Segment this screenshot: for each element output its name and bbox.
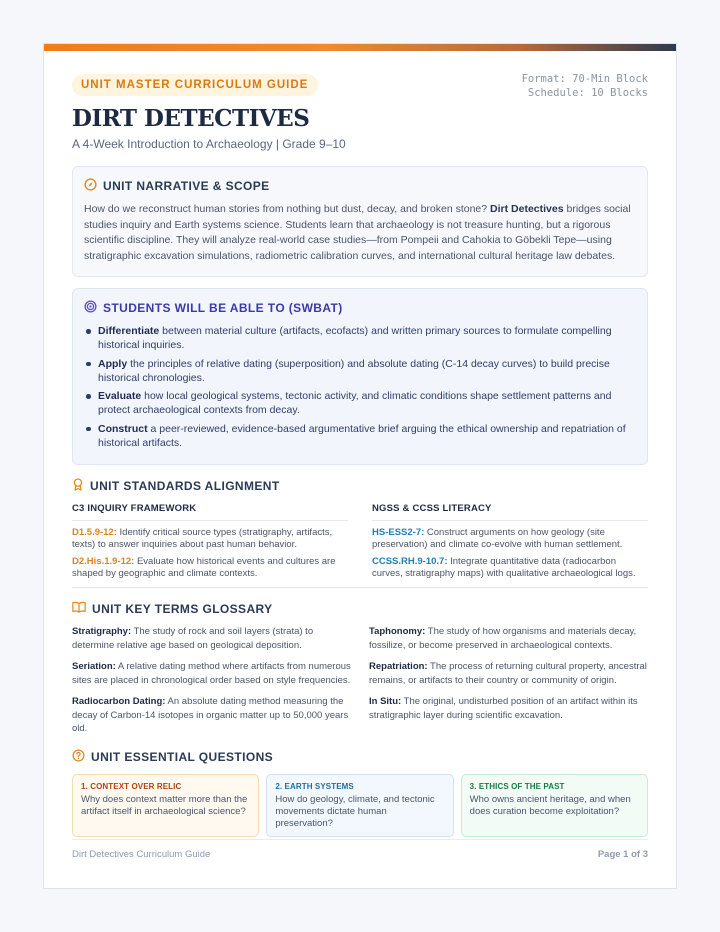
standard-item	[372, 527, 648, 550]
standard-code: CCSS.RH.9-10.7:	[372, 556, 448, 567]
ngss-column	[372, 503, 648, 579]
question-circle-icon	[72, 749, 85, 765]
swbat-text: between material culture (artifacts, ecofacts) and written primary sources to formulate compelling historical inquiries.	[98, 325, 612, 351]
swbat-text: how local geological systems, tectonic activity, and climatic conditions shape settlement patterns and protect archaeological contexts from decay.	[98, 390, 612, 416]
compass-icon	[84, 178, 97, 194]
glossary-term: Stratigraphy:	[72, 626, 132, 637]
standard-item	[72, 556, 348, 579]
glossary-heading	[72, 601, 648, 616]
standard-text: Integrate quantitative data (radiocarbon curves, stratigraphy maps) with qualitative archaeological logs.	[372, 556, 636, 579]
glossary-definition: The study of how organisms and materials decay, fossilize, or become preserved in archaeological contexts.	[369, 626, 637, 651]
glossary-definition: The process of returning cultural property, ancestral remains, or artifacts to their country or community of origin.	[369, 661, 647, 686]
format-text: Format: 70-Min Block	[521, 73, 648, 85]
glossary-section	[72, 601, 648, 736]
glossary-item	[369, 660, 648, 687]
narrative-text-bold: Dirt Detectives	[490, 203, 564, 215]
glossary-item	[72, 695, 351, 736]
glossary-item	[369, 625, 648, 652]
standard-code: HS-ESS2-7:	[372, 527, 425, 538]
glossary-definition: A relative dating method where artifacts from numerous sites are placed in chronological order based on style frequencies.	[72, 661, 351, 686]
glossary-item	[369, 695, 648, 736]
swbat-text: the principles of relative dating (superposition) and absolute dating (C-14 decay curves) to build precise historical chronologies.	[98, 357, 610, 384]
swbat-verb: Apply	[98, 357, 128, 370]
questions-heading-text: UNIT ESSENTIAL QUESTIONS	[91, 749, 274, 764]
accent-bar	[44, 44, 676, 51]
questions-section	[72, 749, 648, 837]
target-icon	[84, 300, 97, 316]
page-footer	[72, 839, 648, 860]
standards-heading-text: UNIT STANDARDS ALIGNMENT	[90, 479, 280, 493]
narrative-heading	[84, 178, 636, 194]
question-card	[72, 774, 259, 837]
swbat-heading-text: STUDENTS WILL BE ABLE TO (SWBAT)	[103, 301, 343, 315]
swbat-heading	[84, 300, 636, 316]
swbat-item	[84, 422, 636, 450]
book-icon	[72, 601, 86, 616]
glossary-term: Taphonomy:	[369, 626, 426, 637]
swbat-list	[84, 324, 636, 450]
swbat-verb: Differentiate	[98, 325, 160, 337]
glossary-definition: The study of rock and soil layers (strata) to determine relative age based on geological deposition.	[72, 626, 314, 651]
swbat-item	[84, 389, 636, 417]
standard-item	[372, 556, 648, 579]
glossary-term: Repatriation:	[369, 661, 428, 672]
swbat-verb: Evaluate	[98, 390, 142, 402]
header	[72, 51, 648, 151]
glossary-grid	[72, 625, 648, 736]
standard-text: Evaluate how historical events and cultures are shaped by geographic and climate contexts.	[72, 556, 336, 579]
guide-kicker-badge: UNIT MASTER CURRICULUM GUIDE	[72, 74, 318, 96]
ngss-column-title: NGSS & CCSS LITERACY	[372, 503, 648, 521]
question-card	[461, 774, 648, 837]
schedule-text: Schedule: 10 Blocks	[527, 87, 648, 99]
glossary-definition: The original, undisturbed position of an artifact within its stratigraphic layer during scientific excavation.	[369, 696, 638, 721]
narrative-box	[72, 166, 648, 277]
question-cards	[72, 774, 648, 837]
question-label: 1. CONTEXT OVER RELIC	[81, 781, 182, 791]
question-text: Who owns ancient heritage, and when does curation become exploitation?	[469, 793, 631, 817]
narrative-text-body: bridges social studies inquiry and Earth systems science. Students learn that archaeology is not treasure hunting, but a rigorous scientific discipline. They will analyze real-world case studies—from Pompeii and Cahokia to Göbekli Tepe—using stratigraphic excavation simulations, radiometric calibration curves, and international cultural heritage law debates.	[84, 203, 631, 262]
glossary-term: In Situ:	[369, 696, 402, 707]
document-page	[43, 43, 677, 889]
swbat-verb: Construct	[98, 422, 148, 435]
footer-doc-title: Dirt Detectives Curriculum Guide	[72, 849, 211, 860]
glossary-heading-text: UNIT KEY TERMS GLOSSARY	[92, 601, 273, 616]
question-card	[266, 774, 453, 837]
standards-columns	[72, 503, 648, 579]
standard-code: D1.5.9-12:	[72, 527, 117, 538]
swbat-box	[72, 288, 648, 465]
swbat-text: a peer-reviewed, evidence-based argumentative brief arguing the ethical ownership and repatriation of historical artifacts.	[98, 422, 626, 449]
narrative-text-intro: How do we reconstruct human stories from nothing but dust, decay, and broken stone?	[84, 203, 491, 215]
question-label: 2. EARTH SYSTEMS	[275, 781, 354, 791]
glossary-item	[72, 660, 351, 687]
page-title: DIRT DETECTIVES	[72, 105, 310, 132]
section-divider	[72, 587, 648, 588]
standard-code: D2.His.1.9-12:	[72, 556, 135, 567]
page-subtitle: A 4-Week Introduction to Archaeology | Grade 9–10	[72, 137, 346, 151]
glossary-term: Seriation:	[72, 661, 116, 672]
narrative-heading-text: UNIT NARRATIVE & SCOPE	[103, 179, 270, 193]
c3-column	[72, 503, 348, 579]
standard-text: Identify critical source types (stratigraphy, artifacts, texts) to answer inquiries about past human behavior.	[72, 527, 333, 550]
c3-column-title: C3 INQUIRY FRAMEWORK	[72, 503, 348, 521]
standard-item	[72, 527, 348, 550]
glossary-item	[72, 625, 351, 652]
swbat-item	[84, 357, 636, 385]
page-number: Page 1 of 3	[597, 849, 648, 860]
standards-heading	[72, 478, 648, 494]
award-icon	[72, 478, 84, 494]
question-label: 3. ETHICS OF THE PAST	[469, 781, 565, 791]
questions-heading	[72, 749, 648, 765]
standards-section	[72, 478, 648, 588]
schedule-meta	[522, 72, 648, 100]
question-text: Why does context matter more than the artifact itself in archaeological science?	[81, 793, 248, 817]
swbat-item	[84, 324, 636, 352]
glossary-definition: An absolute dating method measuring the decay of Carbon-14 isotopes in organic matter up to 50,000 years old.	[72, 696, 349, 734]
standard-text: Construct arguments on how geology (site preservation) and climate co-evolve with human settlement.	[372, 527, 623, 550]
glossary-term: Radiocarbon Dating:	[72, 696, 166, 707]
narrative-text	[84, 202, 636, 264]
question-text: How do geology, climate, and tectonic movements dictate human preservation?	[275, 793, 435, 829]
